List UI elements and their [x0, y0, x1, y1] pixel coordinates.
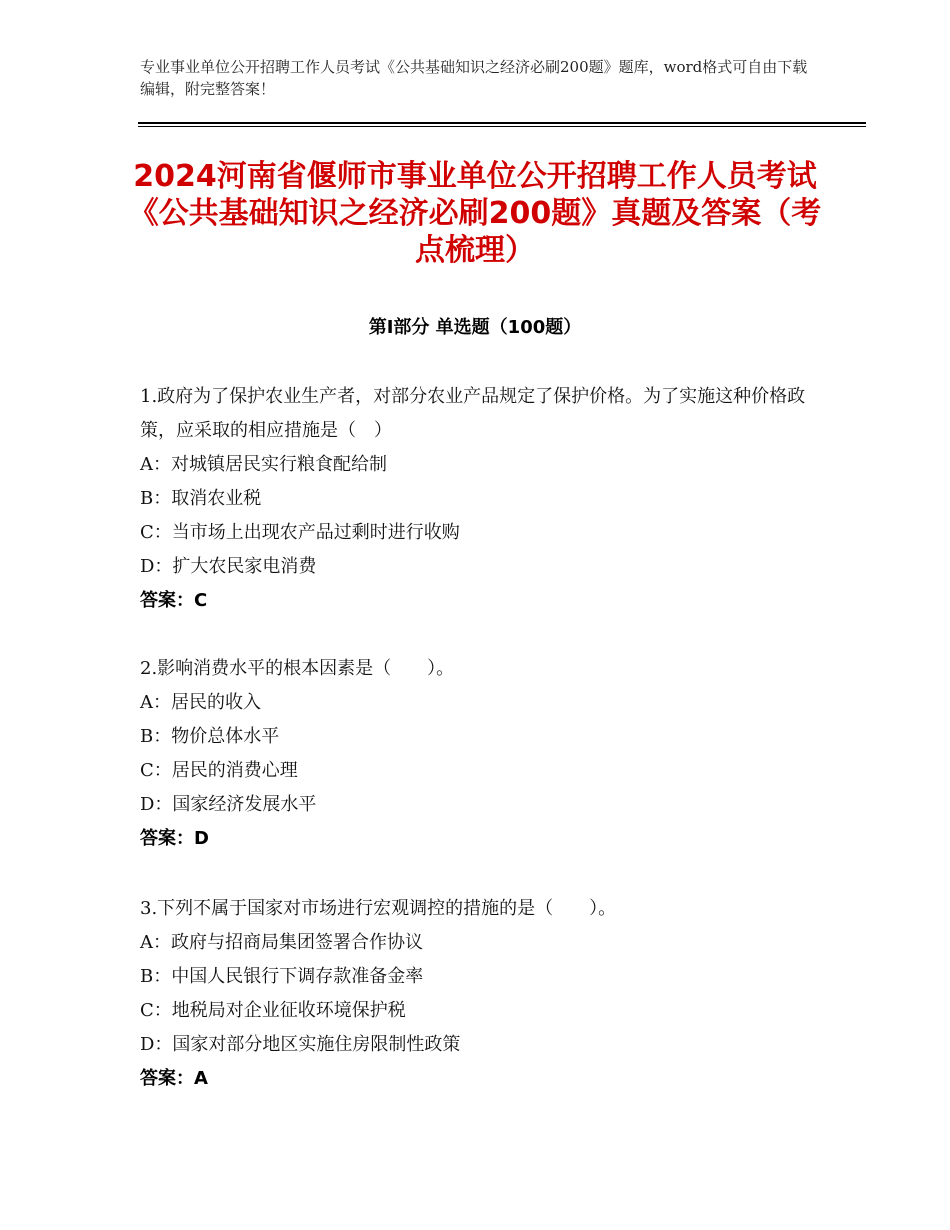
option-a: A：政府与招商局集团签署合作协议: [140, 932, 423, 953]
header-rule-thin: [138, 126, 866, 127]
section-title: 第Ⅰ部分 单选题（100题）: [368, 317, 582, 338]
answer: 答案：A: [140, 1068, 208, 1089]
question-2: [140, 652, 830, 856]
question-1: [140, 380, 830, 618]
answer: 答案：C: [140, 590, 208, 611]
option-a: A：居民的收入: [140, 692, 261, 713]
question-stem: 2.影响消费水平的根本因素是（ ）。: [140, 658, 455, 679]
question-stem: 3.下列不属于国家对市场进行宏观调控的措施的是（ ）。: [140, 898, 617, 919]
question-stem: 1.政府为了保护农业生产者，对部分农业产品规定了保护价格。为了实施这种价格政策，应采取的相应措施是（ ）: [140, 386, 806, 441]
document-title: 2024河南省偃师市事业单位公开招聘工作人员考试《公共基础知识之经济必刷200题》真题及答案（考点梳理）: [128, 159, 822, 268]
option-b: B：取消农业税: [140, 488, 262, 509]
option-d: D：国家对部分地区实施住房限制性政策: [140, 1034, 461, 1055]
option-c: C：地税局对企业征收环境保护税: [140, 1000, 406, 1021]
answer: 答案：D: [140, 828, 209, 849]
option-a: A：对城镇居民实行粮食配给制: [140, 454, 387, 475]
option-c: C：居民的消费心理: [140, 760, 298, 781]
option-d: D：国家经济发展水平: [140, 794, 317, 815]
question-3: [140, 892, 830, 1096]
option-d: D：扩大农民家电消费: [140, 556, 317, 577]
header-note: 专业事业单位公开招聘工作人员考试《公共基础知识之经济必刷200题》题库，word格式可自由下载编辑，附完整答案！: [140, 58, 808, 98]
header-rule: [138, 122, 866, 124]
option-c: C：当市场上出现农产品过剩时进行收购: [140, 522, 460, 543]
option-b: B：物价总体水平: [140, 726, 280, 747]
option-b: B：中国人民银行下调存款准备金率: [140, 966, 424, 987]
